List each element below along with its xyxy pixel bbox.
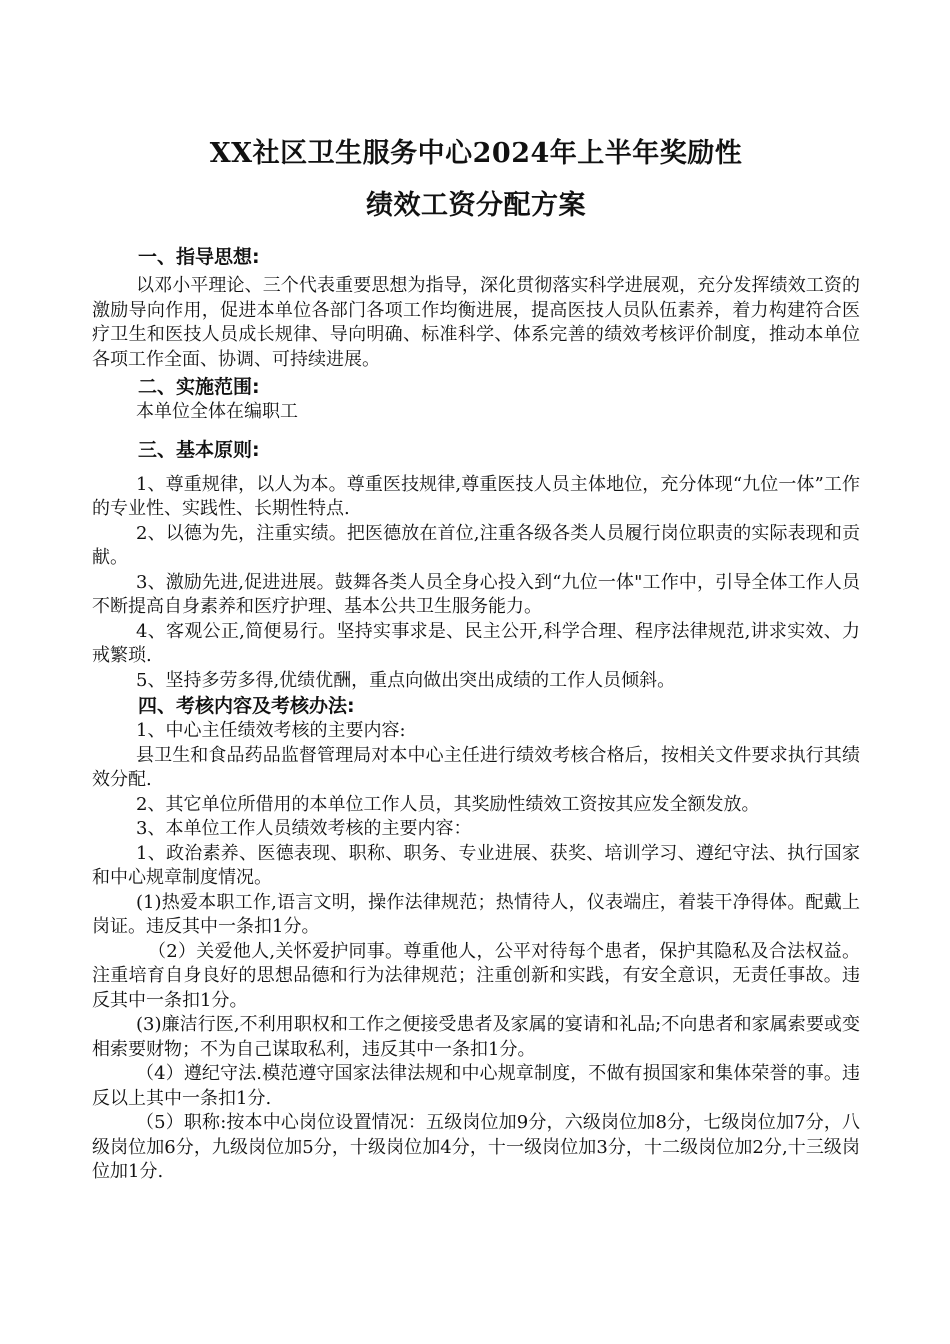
section-heading-principles: 三、基本原则:: [138, 438, 260, 461]
paragraph: 1、尊重规律，以人为本。尊重医技规律,尊重医技人员主体地位，充分体现“九位一体”工作的专业性、实践性、长期性特点.: [92, 473, 860, 519]
paragraph: 2、以德为先，注重实绩。把医德放在首位,注重各级各类人员履行岗位职责的实际表现和贡献。: [92, 522, 860, 568]
document-title: [92, 128, 860, 232]
paragraph: 1、政治素养、医德表现、职称、职务、专业进展、获奖、培训学习、遵纪守法、执行国家和中心规章制度情况。: [92, 842, 860, 888]
title-line-1: XX社区卫生服务中心2024年上半年奖励性: [209, 138, 743, 169]
paragraph: 3、激励先进,促进进展。鼓舞各类人员全身心投入到“九位一体"工作中，引导全体工作人员不断提高自身素养和医疗护理、基本公共卫生服务能力。: [92, 571, 860, 617]
paragraph: 4、客观公正,简便易行。坚持实事求是、民主公开,科学合理、程序法律规范,讲求实效、力戒繁琐.: [92, 620, 860, 666]
paragraph: (1)热爱本职工作,语言文明，操作法律规范；热情待人，仪表端庄，着装干净得体。配戴上岗证。违反其中一条扣1分。: [92, 891, 860, 937]
section-heading-guiding-thought: 一、指导思想:: [138, 246, 260, 268]
title-line-2: 绩效工资分配方案: [366, 190, 586, 221]
paragraph: 5、坚持多劳多得,优绩优酬，重点向做出突出成绩的工作人员倾斜。: [136, 669, 676, 691]
paragraph: 1、中心主任绩效考核的主要内容:: [136, 720, 406, 741]
paragraph: （2）关爱他人,关怀爱护同事。尊重他人，公平对待每个患者，保护其隐私及合法权益。注重培育自身良好的思想品德和行为法律规范；注重创新和实践，有安全意识，无责任事故。违反其中一条扣1分。: [92, 940, 860, 1011]
paragraph: 本单位全体在编职工: [136, 401, 298, 422]
paragraph: （5）职称:按本中心岗位设置情况：五级岗位加9分，六级岗位加8分，七级岗位加7分，八级岗位加6分，九级岗位加5分，十级岗位加4分，十一级岗位加3分，十二级岗位加2分,十三级岗位加1分.: [92, 1112, 860, 1182]
paragraph: 2、其它单位所借用的本单位工作人员，其奖励性绩效工资按其应发全额发放。: [136, 793, 760, 815]
paragraph: 县卫生和食品药品监督管理局对本中心主任进行绩效考核合格后，按相关文件要求执行其绩效分配.: [92, 744, 860, 790]
section-heading-scope: 二、实施范围:: [138, 376, 260, 398]
section-heading-assessment: 四、考核内容及考核办法:: [138, 695, 355, 717]
paragraph: （4）遵纪守法.模范遵守国家法律法规和中心规章制度，不做有损国家和集体荣誉的事。违反以上其中一条扣1分.: [92, 1063, 860, 1109]
paragraph: 3、本单位工作人员绩效考核的主要内容：: [136, 818, 472, 839]
paragraph: 以邓小平理论、三个代表重要思想为指导，深化贯彻落实科学进展观，充分发挥绩效工资的激励导向作用，促进本单位各部门各项工作均衡进展，提高医技人员队伍素养，着力构建符合医疗卫生和医技人员成长规律、导向明确、标准科学、体系完善的绩效考核评价制度，推动本单位各项工作全面、协调、可持续进展。: [92, 275, 860, 370]
paragraph: (3)廉洁行医,不利用职权和工作之便接受患者及家属的宴请和礼品;不向患者和家属索要或变相索要财物；不为自己谋取私利，违反其中一条扣1分。: [92, 1014, 860, 1060]
